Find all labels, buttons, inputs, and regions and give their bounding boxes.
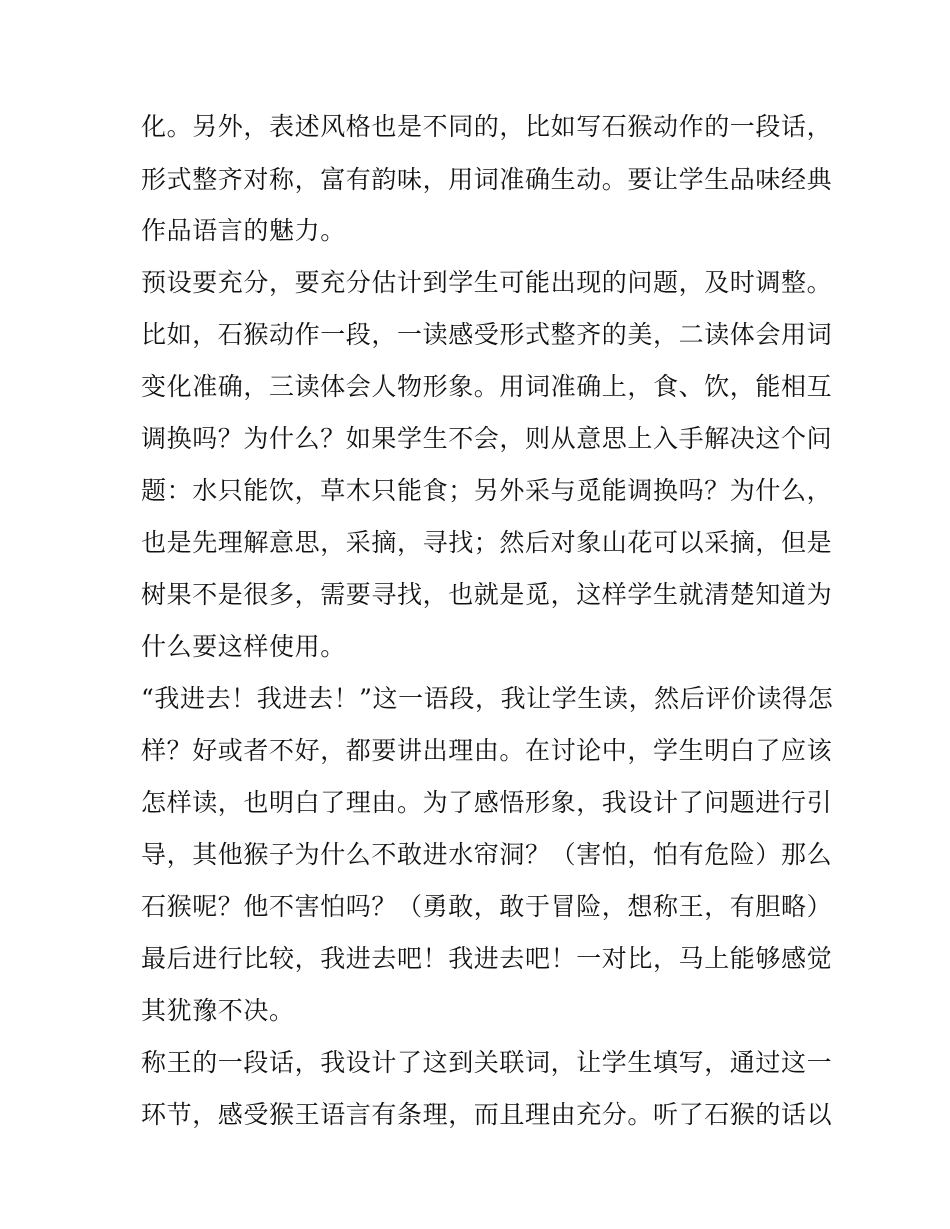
text-line: 调换吗？为什么？如果学生不会，则从意思上入手解决这个问 — [141, 424, 833, 453]
text-line: 化。另外，表述风格也是不同的，比如写石猴动作的一段话， — [141, 112, 833, 141]
text-line: 形式整齐对称，富有韵味，用词准确生动。要让学生品味经典 — [141, 165, 833, 194]
text-line: 石猴呢？他不害怕吗？（勇敢，敢于冒险，想称王，有胆略） — [141, 892, 833, 921]
text-line: 变化准确，三读体会人物形象。用词准确上，食、饮，能相互 — [141, 372, 833, 401]
text-line: 比如，石猴动作一段，一读感受形式整齐的美，二读体会用词 — [141, 320, 833, 349]
text-line: “我进去！我进去！”这一语段，我让学生读，然后评价读得怎 — [141, 684, 834, 713]
text-line: 也是先理解意思，采摘，寻找；然后对象山花可以采摘，但是 — [141, 528, 833, 557]
text-line: 其犹豫不决。 — [141, 996, 295, 1025]
text-line: 作品语言的魅力。 — [141, 216, 346, 245]
text-line: 样？好或者不好，都要讲出理由。在讨论中，学生明白了应该 — [141, 736, 833, 765]
text-line: 最后进行比较，我进去吧！我进去吧！一对比，马上能够感觉 — [141, 944, 833, 973]
text-line: 题：水只能饮，草木只能食；另外采与觅能调换吗？为什么， — [141, 476, 833, 505]
text-line: 什么要这样使用。 — [141, 632, 346, 661]
text-line: 怎样读，也明白了理由。为了感悟形象，我设计了问题进行引 — [141, 788, 833, 817]
text-line: 环节，感受猴王语言有条理，而且理由充分。听了石猴的话以 — [141, 1100, 833, 1129]
text-line: 预设要充分，要充分估计到学生可能出现的问题，及时调整。 — [141, 268, 833, 297]
text-line: 树果不是很多，需要寻找，也就是觅，这样学生就清楚知道为 — [141, 580, 833, 609]
text-line: 导，其他猴子为什么不敢进水帘洞？（害怕，怕有危险）那么 — [141, 840, 833, 869]
text-line: 称王的一段话，我设计了这到关联词，让学生填写，通过这一 — [141, 1048, 833, 1077]
